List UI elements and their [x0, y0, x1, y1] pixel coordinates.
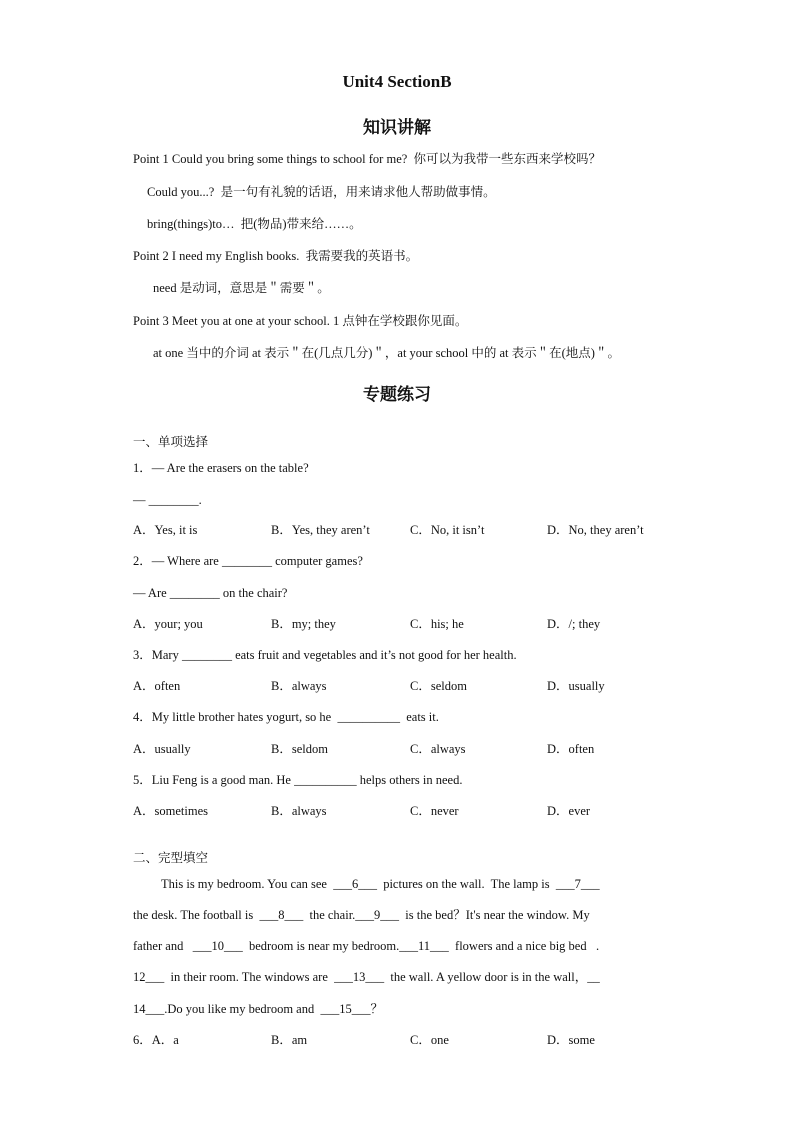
point-2-note: need 是动词，意思是＂需要＂。 [153, 281, 330, 295]
point-1-note-a: Could you...? 是一句有礼貌的话语，用来请求他人帮助做事情。 [147, 185, 496, 199]
knowledge-heading: 知识讲解 [363, 118, 431, 138]
question-6-options [133, 1032, 693, 1048]
question-5-options [133, 803, 693, 819]
option-c: C．never [410, 804, 459, 818]
option-a: A．often [133, 679, 181, 693]
question-1: 1．— Are the erasers on the table? [133, 461, 309, 475]
question-3: 3．Mary ________ eats fruit and vegetables and it’s not good for her health. [133, 648, 517, 662]
unit-title: Unit4 SectionB [342, 72, 452, 91]
point-1-note-b: bring(things)to… 把(物品)带来给……。 [147, 217, 362, 231]
point-2: Point 2 I need my English books. 我需要我的英语书。 [133, 249, 419, 263]
question-1-answer-line: — ________. [133, 493, 202, 507]
option-d: D．/; they [547, 617, 601, 631]
option-c: C．one [410, 1033, 449, 1047]
option-c: C．seldom [410, 679, 467, 693]
practice-heading: 专题练习 [363, 385, 431, 405]
option-c: C．always [410, 742, 466, 756]
question-1-options [133, 522, 693, 538]
cloze-line-2: the desk. The football is ___8___ the chair.___9___ is the bed？It's near the window. My [133, 908, 590, 922]
option-a: A．sometimes [133, 804, 208, 818]
option-d: D．ever [547, 804, 591, 818]
cloze-line-5: 14___.Do you like my bedroom and ___15___？ [133, 1002, 383, 1016]
option-b: B．always [271, 804, 327, 818]
option-d: D．often [547, 742, 595, 756]
cloze-line-1: This is my bedroom. You can see ___6___ pictures on the wall. The lamp is ___7___ [161, 877, 600, 891]
option-b: B．seldom [271, 742, 328, 756]
question-2-options [133, 616, 693, 632]
question-3-options [133, 678, 693, 694]
option-a: A．Yes, it is [133, 523, 198, 537]
option-b: B．am [271, 1033, 308, 1047]
option-d: D．usually [547, 679, 605, 693]
cloze-line-4: 12___ in their room. The windows are ___13___ the wall. A yellow door is in the wall，__ [133, 970, 600, 984]
question-2: 2．— Where are ________ computer games? [133, 554, 363, 568]
option-b: B．always [271, 679, 327, 693]
option-c: C．his; he [410, 617, 464, 631]
point-1: Point 1 Could you bring some things to school for me? 你可以为我带一些东西来学校吗？ [133, 152, 602, 166]
question-4: 4．My little brother hates yogurt, so he __________ eats it. [133, 710, 439, 724]
question-2-answer-line: — Are ________ on the chair? [133, 586, 288, 600]
section-1-heading: 一、单项选择 [133, 434, 209, 449]
option-a: A．your; you [133, 617, 203, 631]
option-a: A．usually [133, 742, 191, 756]
point-3: Point 3 Meet you at one at your school. 1 点钟在学校跟你见面。 [133, 314, 468, 328]
point-3-note: at one 当中的介词 at 表示＂在(几点几分)＂，at your school 中的 at 表示＂在(地点)＂。 [153, 346, 620, 360]
option-d: D．some [547, 1033, 595, 1047]
option-a: 6．A．a [133, 1033, 179, 1047]
cloze-line-3: father and ___10___ bedroom is near my bedroom.___11___ flowers and a nice big bed . [133, 939, 600, 953]
option-c: C．No, it isn’t [410, 523, 485, 537]
option-b: B．my; they [271, 617, 336, 631]
question-5: 5．Liu Feng is a good man. He __________ helps others in need. [133, 773, 463, 787]
option-d: D．No, they aren’t [547, 523, 644, 537]
option-b: B．Yes, they aren’t [271, 523, 370, 537]
section-2-heading: 二、完型填空 [133, 850, 209, 865]
question-4-options [133, 741, 693, 757]
